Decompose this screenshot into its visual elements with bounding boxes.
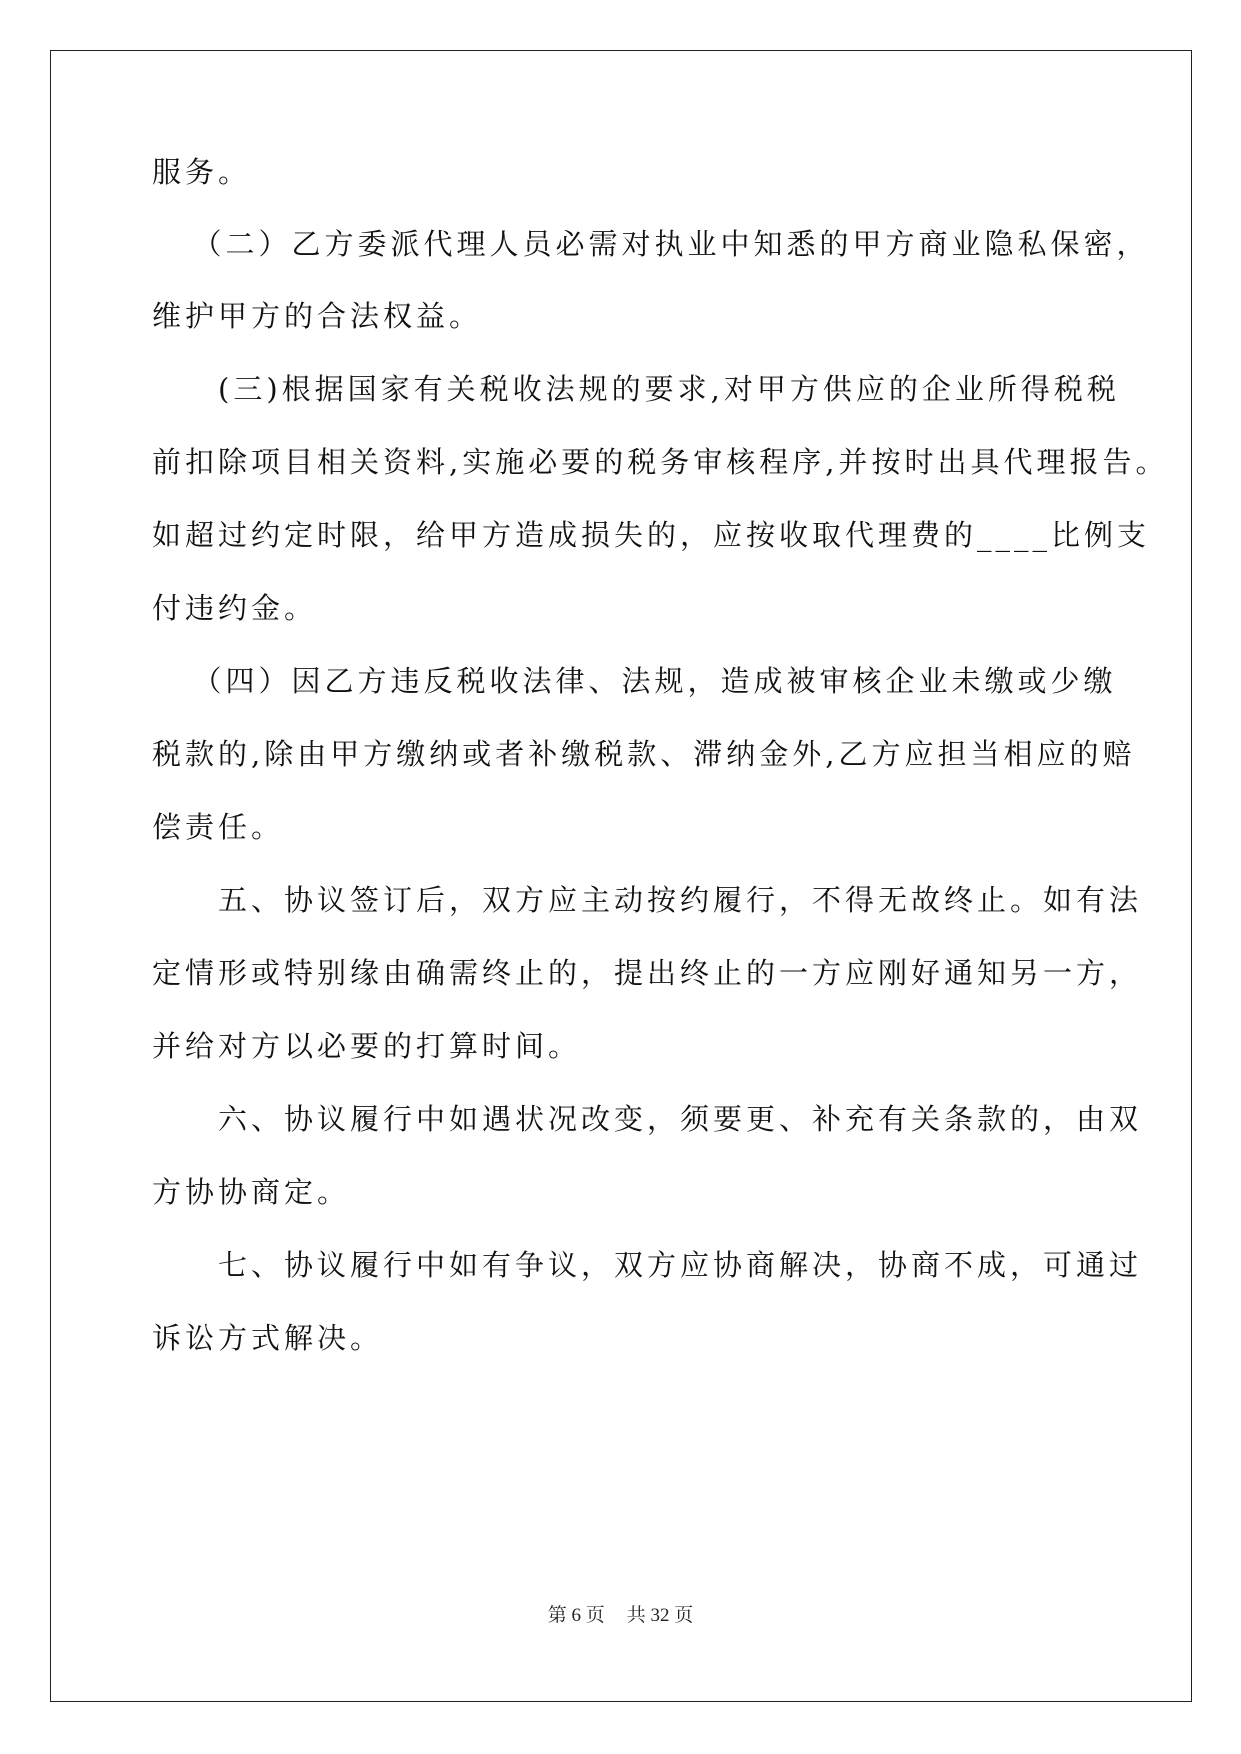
page-footer <box>0 1600 1241 1627</box>
body-line-7: 付违约金。 <box>152 591 318 625</box>
body-line-11: 五、协议签订后，双方应主动按约履行，不得无故终止。如有法 <box>152 883 1143 917</box>
page-number: 第 6 页 <box>547 1605 605 1626</box>
page-total: 共 32 页 <box>626 1605 694 1626</box>
body-line-6: 如超过约定时限，给甲方造成损失的，应按收取代理费的____比例支 <box>152 518 1151 552</box>
body-line-4: (三)根据国家有关税收法规的要求,对甲方供应的企业所得税税 <box>152 372 1120 406</box>
body-line-17: 诉讼方式解决。 <box>152 1321 384 1355</box>
body-line-14: 六、协议履行中如遇状况改变，须要更、补充有关条款的，由双 <box>152 1102 1143 1136</box>
body-line-12: 定情形或特别缘由确需终止的，提出终止的一方应刚好通知另一方， <box>152 956 1143 990</box>
body-line-16: 七、协议履行中如有争议，双方应协商解决，协商不成，可通过 <box>152 1248 1143 1282</box>
body-line-9: 税款的,除由甲方缴纳或者补缴税款、滞纳金外,乙方应担当相应的赔 <box>152 737 1136 771</box>
body-line-2: （二）乙方委派代理人员必需对执业中知悉的甲方商业隐私保密， <box>174 227 1150 261</box>
body-line-10: 偿责任。 <box>152 810 285 844</box>
body-line-13: 并给对方以必要的打算时间。 <box>152 1029 582 1063</box>
body-line-5: 前扣除项目相关资料,实施必要的税务审核程序,并按时出具代理报告。 <box>152 445 1169 479</box>
body-line-1: 服务。 <box>152 155 252 189</box>
body-line-15: 方协协商定。 <box>152 1175 351 1209</box>
body-line-3: 维护甲方的合法权益。 <box>152 299 483 333</box>
body-line-8: （四）因乙方违反税收法律、法规，造成被审核企业未缴或少缴 <box>174 664 1117 698</box>
